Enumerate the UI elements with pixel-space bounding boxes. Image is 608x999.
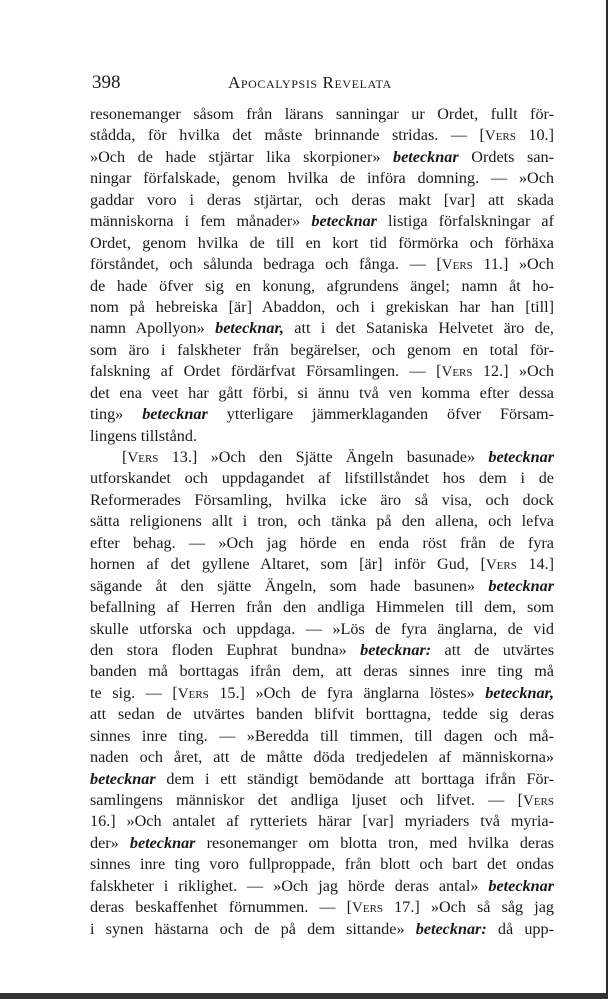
emphasis-word: betecknar, bbox=[215, 319, 284, 338]
text-run: efter behag. — »Och jag hörde en enda röst från de fyra bbox=[90, 533, 554, 552]
text-line bbox=[90, 554, 554, 575]
text-run: der» bbox=[90, 833, 130, 852]
text-run: att sedan de utvärtes banden blifvit borttagna, tedde sig deras bbox=[90, 705, 554, 724]
text-line bbox=[90, 211, 554, 232]
text-run: hornen af det gyllene Altaret, som [är] inför Gud, [ bbox=[90, 555, 486, 574]
text-run: det ena veet har gått förbi, si ännu två ven komma efter dessa bbox=[90, 383, 554, 402]
emphasis-word: betecknar bbox=[311, 212, 377, 231]
text-run: 10.] bbox=[515, 126, 554, 145]
text-line bbox=[90, 490, 554, 511]
text-line bbox=[90, 447, 554, 468]
text-run: [ bbox=[122, 448, 128, 466]
text-run: nom på hebreiska [är] Abaddon, och i grekiskan har han [till] bbox=[90, 297, 554, 316]
verse-label: Vers bbox=[484, 128, 516, 145]
text-run: gaddar voro i deras stjärtar, och deras makt [var] att skada bbox=[90, 190, 554, 209]
text-line bbox=[90, 704, 554, 725]
text-line bbox=[90, 168, 554, 189]
body-text bbox=[90, 104, 554, 940]
text-run: Ordets san- bbox=[458, 147, 554, 166]
text-line bbox=[90, 318, 554, 339]
text-run: sägande åt den sjätte Ängeln, som hade basunen» bbox=[90, 576, 489, 595]
text-run: 12.] »Och bbox=[472, 362, 554, 381]
verse-label: Vers bbox=[522, 793, 554, 809]
page-number: 398 bbox=[92, 72, 121, 93]
text-line bbox=[90, 876, 554, 897]
text-run: ningar förfalskade, genom hvilka de införa domning. — »Och bbox=[90, 169, 554, 188]
emphasis-word: betecknar bbox=[129, 833, 196, 852]
emphasis-word: betecknar: bbox=[360, 640, 432, 659]
bottom-scan-border bbox=[0, 993, 608, 999]
text-line bbox=[90, 147, 554, 168]
text-run: falskning af Ordet fördärfvat Församlingen. — [ bbox=[90, 362, 442, 381]
text-run: resonemanger såsom från lärans sanningar ur Ordet, fullt för- bbox=[90, 105, 554, 123]
text-run: banden må borttagas ifrån dem, att deras sinnes inre ting må bbox=[90, 662, 554, 681]
text-run: dem i ett ständigt bemödande att borttaga ifrån För- bbox=[155, 769, 554, 788]
text-line bbox=[90, 747, 554, 768]
text-run: sinnes inre ting voro fullproppade, från blott och bart det ondas bbox=[90, 855, 554, 874]
text-run: stådda, för hvilka det måste brinnande stridas. — [ bbox=[90, 126, 485, 145]
text-run: att de utvärtes bbox=[431, 640, 554, 659]
text-run: lingens tillstånd. bbox=[90, 426, 198, 445]
text-run: falskheter i riklighet. — »Och jag hörde deras antal» bbox=[90, 876, 489, 895]
text-line bbox=[90, 340, 554, 361]
text-run: Ordet, genom hvilka de till en kort tid förmörka och förhäxa bbox=[90, 233, 554, 252]
running-title: Apocalypsis Revelata bbox=[228, 73, 392, 92]
text-line bbox=[90, 533, 554, 554]
verse-label: Vers bbox=[177, 685, 209, 702]
text-line bbox=[90, 361, 554, 382]
text-line bbox=[90, 297, 554, 318]
text-line bbox=[90, 790, 554, 811]
page-header bbox=[92, 72, 552, 96]
text-line bbox=[90, 104, 554, 125]
text-run: 11.] »Och bbox=[472, 255, 555, 274]
verse-label: Vers bbox=[441, 364, 473, 381]
text-line bbox=[90, 426, 554, 447]
text-line bbox=[90, 833, 554, 854]
emphasis-word: betecknar bbox=[488, 576, 554, 595]
emphasis-word: betecknar bbox=[393, 147, 459, 166]
text-line bbox=[90, 468, 554, 489]
emphasis-word: betecknar bbox=[488, 448, 554, 466]
text-run: resonemanger om blotta tron, med hvilka deras bbox=[195, 833, 554, 852]
emphasis-word: betecknar bbox=[488, 876, 554, 895]
text-line bbox=[90, 190, 554, 211]
verse-label: Vers bbox=[127, 450, 159, 466]
text-run: skulle utforska och uppdaga. — »Lös de fyra änglarna, de vid bbox=[90, 619, 554, 638]
text-run: som äro i falskheter från begärelser, och genom en total för- bbox=[90, 340, 554, 359]
text-line bbox=[90, 254, 554, 275]
text-run: befallning af Herren från den andliga Himmelen till dem, som bbox=[90, 598, 554, 617]
text-run: utforskandet och uppdagandet af lifstillståndet hos dem i de bbox=[90, 469, 554, 488]
text-line bbox=[90, 811, 554, 832]
text-run: förståndet, och sålunda bedraga och fånga. — [ bbox=[90, 255, 442, 274]
text-run: då upp- bbox=[486, 919, 555, 938]
text-line bbox=[90, 383, 554, 404]
verse-label: Vers bbox=[441, 257, 473, 274]
text-run: den stora floden Euphrat bundna» bbox=[90, 640, 361, 659]
emphasis-word: betecknar bbox=[90, 769, 156, 788]
text-run: 13.] »Och den Sjätte Ängeln basunade» bbox=[158, 448, 489, 466]
verse-label: Vers bbox=[352, 900, 384, 917]
text-line bbox=[90, 597, 554, 618]
text-run: 14.] bbox=[516, 555, 555, 574]
text-run: te sig. — [ bbox=[90, 683, 178, 702]
text-run: sätta religionens allt i tron, och tänka på den allena, och lefva bbox=[90, 512, 554, 531]
text-line bbox=[90, 854, 554, 875]
text-run: 15.] »Och de fyra änglarna löstes» bbox=[208, 683, 486, 702]
text-line bbox=[90, 661, 554, 682]
text-run: »Och de hade stjärtar lika skorpioner» bbox=[90, 147, 394, 166]
verse-label: Vers bbox=[485, 557, 517, 574]
text-line bbox=[90, 683, 554, 704]
text-line bbox=[90, 576, 554, 597]
text-run: Reformerades Församling, hvilka icke äro så visa, och dock bbox=[90, 490, 554, 509]
text-run: sinnes inre ting. — »Beredda till timmen, till dagen och må- bbox=[90, 726, 554, 745]
text-line bbox=[90, 233, 554, 254]
text-line bbox=[90, 897, 554, 918]
text-run: att i det Sataniska Helvetet äro de, bbox=[283, 319, 554, 338]
text-line bbox=[90, 769, 554, 790]
text-run: 16.] »Och antalet af rytteriets härar [var] myriaders två myria- bbox=[90, 812, 554, 831]
text-line bbox=[90, 640, 554, 661]
text-run: namn Apollyon» bbox=[90, 319, 216, 338]
text-run: deras beskaffenhet förnummen. — [ bbox=[90, 898, 353, 917]
text-run: människorna i fem månader» bbox=[90, 212, 312, 231]
text-run: listiga förfalskningar af bbox=[376, 212, 554, 231]
text-run: ting» bbox=[90, 405, 143, 424]
text-line bbox=[90, 125, 554, 146]
text-run: ytterligare jämmerklaganden öfver Försam- bbox=[207, 405, 554, 424]
text-line bbox=[90, 619, 554, 640]
text-line bbox=[90, 404, 554, 425]
text-line bbox=[90, 511, 554, 532]
text-line bbox=[90, 726, 554, 747]
emphasis-word: betecknar, bbox=[485, 683, 554, 702]
text-line bbox=[90, 919, 554, 940]
text-run: naden och året, att de måtte döda tredjedelen af människorna» bbox=[90, 748, 554, 767]
text-run: de hade öfver sig en konung, afgrundens ängel; namn åt ho- bbox=[90, 276, 554, 295]
text-run: 17.] »Och så såg jag bbox=[383, 898, 555, 917]
emphasis-word: betecknar: bbox=[415, 919, 487, 938]
text-run: samlingens människor det andliga ljuset och lifvet. — [ bbox=[90, 791, 523, 809]
text-line bbox=[90, 276, 554, 297]
emphasis-word: betecknar bbox=[142, 405, 208, 424]
text-run: i synen hästarna och de på dem sittande» bbox=[90, 919, 416, 938]
